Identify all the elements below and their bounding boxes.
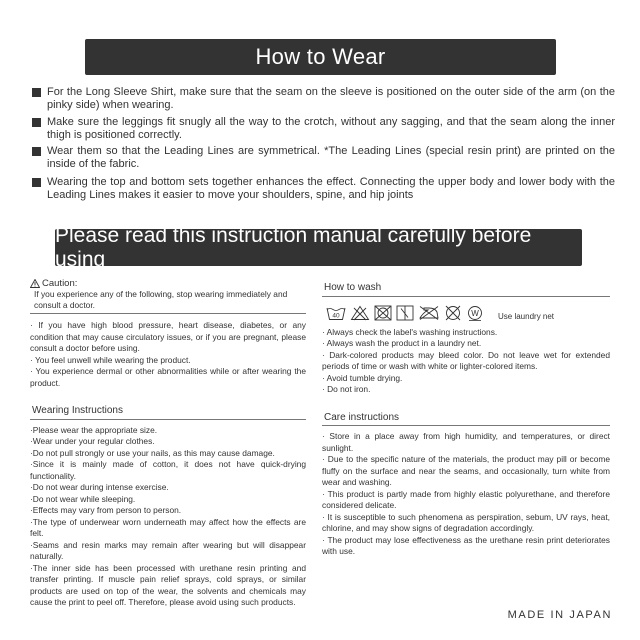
- manual-banner-text: Please read this instruction manual carefully before using: [55, 223, 532, 271]
- wash-40-icon: [326, 305, 346, 321]
- made-in-label: MADE IN JAPAN: [507, 609, 612, 621]
- left-column: [30, 278, 306, 609]
- drip-dry-icon: [396, 305, 414, 321]
- svg-text:40: 40: [332, 312, 340, 319]
- care-instructions-heading: Care instructions: [322, 412, 610, 427]
- wearing-item: ·The inner side has been processed with urethane resin printing and transfer printing. If muscle pain relief sprays, cold sprays, or similar products are used on top of the wear, the solvents and chemicals may cause the print to peel off. Therefore, please avoid using such products.: [30, 562, 306, 607]
- wash-item: · Dark-colored products may bleed color. Do not leave wet for extended periods of time or wash with white or lighter-colored items.: [322, 349, 610, 371]
- how-to-wear-title: How to Wear: [255, 44, 386, 69]
- caution-heading: [30, 278, 306, 289]
- wearing-instructions-heading: Wearing Instructions: [30, 405, 306, 420]
- caution-item: · You experience dermal or other abnormalities while or after wearing the product.: [30, 366, 306, 388]
- caution-title: Caution:: [42, 278, 78, 289]
- wash-item: · Do not iron.: [322, 384, 371, 394]
- how-to-wear-banner: [85, 39, 556, 75]
- care-item: · Due to the specific nature of the materials, the product may pill or become fluffy on the surface and near the seams, and occasionally, turn white from wear and washing.: [322, 454, 610, 487]
- caution-item: · You feel unwell while wearing the product.: [30, 354, 191, 365]
- wearing-item: ·Seams and resin marks may remain after wearing but will disappear naturally.: [30, 539, 306, 561]
- warning-icon: [30, 279, 40, 288]
- no-iron-icon: [418, 305, 440, 321]
- square-bullet-icon: [32, 178, 41, 187]
- square-bullet-icon: [32, 118, 41, 127]
- right-column: [322, 282, 610, 558]
- list-item: Make sure the leggings fit snugly all the way to the crotch, without any sagging, and that the seam along the inner thigh is positioned correctly.: [30, 116, 615, 142]
- care-item: · This product is partly made from highly elastic polyurethane, and therefore considered delicate.: [322, 488, 610, 510]
- wash-item: · Avoid tumble drying.: [322, 372, 403, 383]
- wash-item: · Always wash the product in a laundry net.: [322, 338, 482, 348]
- no-tumble-dry-icon: [374, 305, 392, 321]
- wearing-item: ·The type of underwear worn underneath may affect how the effects are felt.: [30, 516, 306, 538]
- how-to-wear-list: [30, 86, 615, 206]
- wearing-item: ·Do not wear during intense exercise.: [30, 482, 169, 492]
- wearing-item: ·Please wear the appropriate size.: [30, 424, 158, 435]
- laundry-net-label: Use laundry net: [498, 311, 555, 321]
- no-bleach-icon: [350, 305, 370, 321]
- care-item: · It is susceptible to such phenomena as perspiration, sebum, UV rays, heat, chlorine, and may show signs of degradation accordingly.: [322, 511, 610, 533]
- how-to-wash-heading: How to wash: [322, 282, 610, 297]
- list-item: Wear them so that the Leading Lines are symmetrical. *The Leading Lines (special resin print) are printed on the inside of the fabric.: [30, 145, 615, 171]
- manual-banner: [55, 223, 582, 271]
- wearing-item: ·Effects may vary from person to person.: [30, 505, 182, 515]
- caution-intro: If you experience any of the following, stop wearing immediately and consult a doctor.: [30, 289, 306, 314]
- wet-clean-icon: [466, 305, 484, 321]
- list-item: Wearing the top and bottom sets together enhances the effect. Connecting the upper body and lower body with the Leading Lines makes it easier to move your shoulders, spine, and hip joints: [30, 176, 615, 202]
- care-symbols: [322, 302, 610, 324]
- square-bullet-icon: [32, 88, 41, 97]
- wearing-item: ·Do not wear while sleeping.: [30, 493, 136, 504]
- square-bullet-icon: [32, 147, 41, 156]
- svg-text:W: W: [471, 308, 479, 318]
- care-item: · Store in a place away from high humidity, and temperatures, or direct sunlight.: [322, 431, 610, 453]
- care-item: · The product may lose effectiveness as the urethane resin print deteriorates with use.: [322, 534, 610, 556]
- list-item: For the Long Sleeve Shirt, make sure that the seam on the sleeve is positioned on the outer side of the arm (on the pinky side) when wearing.: [30, 86, 615, 112]
- wash-item: · Always check the label's washing instructions.: [322, 326, 498, 337]
- wearing-item: ·Since it is mainly made of cotton, it does not have quick-drying functionality.: [30, 459, 306, 481]
- caution-item: · If you have high blood pressure, heart disease, diabetes, or any condition that may cause circulatory issues, or if you are pregnant, please consult a doctor before using.: [30, 320, 306, 353]
- no-dry-clean-icon: [444, 305, 462, 321]
- wearing-item: ·Do not pull strongly or use your nails, as this may cause damage.: [30, 447, 275, 458]
- wearing-item: ·Wear under your regular clothes.: [30, 436, 155, 446]
